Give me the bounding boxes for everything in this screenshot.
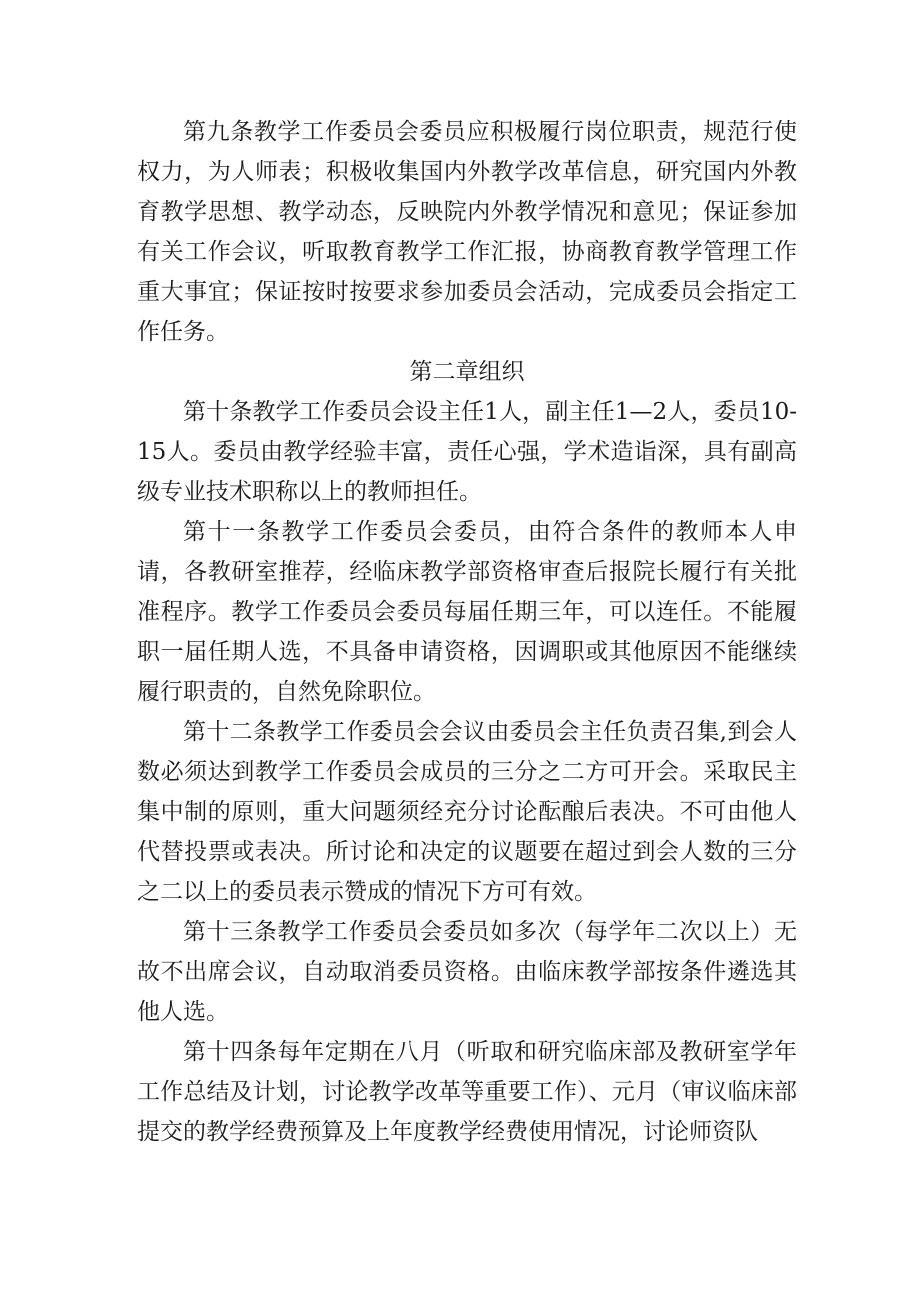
article-12-paragraph: 第十二条教学工作委员会会议由委员会主任负责召集,到会人数必须达到教学工作委员会成员的三分之二方可开会。采取民主集中制的原则，重大问题须经充分讨论酝酿后表决。不可由他人代替投票或表决。所讨论和决定的议题要在超过到会人数的三分之二以上的委员表示赞成的情况下方可有效。 — [137, 719, 797, 905]
article-9-paragraph: 第九条教学工作委员会委员应积极履行岗位职责，规范行使权力，为人师表；积极收集国内外教学改革信息，研究国内外教育教学思想、教学动态，反映院内外教学情况和意见；保证参加有关工作会议，听取教育教学工作汇报，协商教育教学管理工作重大事宜；保证按时按要求参加委员会活动，完成委员会指定工作任务。 — [137, 119, 797, 345]
document-body — [137, 112, 797, 1152]
article-11-paragraph: 第十一条教学工作委员会委员，由符合条件的教师本人申请，各教研室推荐，经临床教学部资格审查后报院长履行有关批准程序。教学工作委员会委员每届任期三年，可以连任。不能履职一届任期人选，不具备申请资格，因调职或其他原因不能继续履行职责的，自然免除职位。 — [137, 519, 797, 705]
chapter-heading: 第二章组织 — [409, 359, 525, 385]
article-10-paragraph: 第十条教学工作委员会设主任1人，副主任1—2人，委员10-15人。委员由教学经验丰富，责任心强，学术造诣深，具有副高级专业技术职称以上的教师担任。 — [137, 399, 797, 505]
article-13-paragraph: 第十三条教学工作委员会委员如多次（每学年二次以上）无故不出席会议，自动取消委员资格。由临床教学部按条件遴选其他人选。 — [137, 919, 797, 1025]
article-14-paragraph: 第十四条每年定期在八月（听取和研究临床部及教研室学年工作总结及计划，讨论教学改革等重要工作）、元月（审议临床部提交的教学经费预算及上年度教学经费使用情况，讨论师资队 — [137, 1039, 797, 1145]
